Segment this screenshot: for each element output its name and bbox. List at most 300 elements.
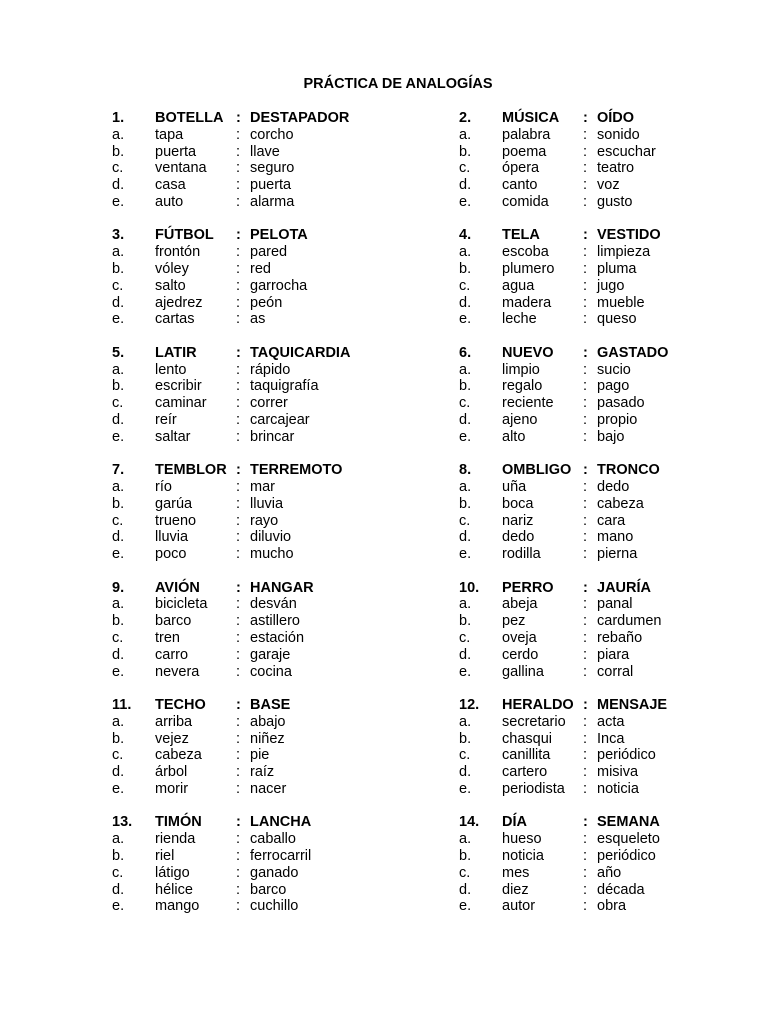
question-term-b: HANGAR [250,579,314,596]
option-term-b: seguro [250,160,295,177]
option-term-b: cuchillo [250,898,299,915]
option-term-b: as [250,311,266,328]
option-letter: d. [459,411,472,428]
option-letter: c. [459,277,471,294]
option-term-b: periódico [597,847,656,864]
option-term-a: garúa [155,495,193,512]
option-term-a: trueno [155,512,197,529]
option-term-a: saltar [155,428,191,445]
option-term-b: red [250,260,271,277]
option-term-a: auto [155,194,184,210]
colon-separator: : [583,831,588,848]
colon-separator: : [583,126,588,143]
option-letter: b. [459,260,472,277]
question-number: 13. [112,814,133,831]
question-number: 14. [459,814,480,831]
option-term-a: canillita [502,747,551,764]
question-number: 3. [112,227,125,244]
question-number: 11. [112,697,132,713]
option-letter: b. [459,495,472,512]
colon-separator: : [583,227,588,244]
option-term-b: raíz [250,764,275,781]
option-term-a: ópera [502,160,540,177]
colon-separator: : [236,847,241,864]
option-term-b: mucho [250,546,294,563]
option-letter: d. [112,881,125,898]
option-term-b: rebaño [597,629,643,646]
colon-separator: : [236,646,241,663]
option-letter: a. [112,596,125,613]
colon-separator: : [236,781,241,797]
colon-separator: : [583,596,588,613]
question-number: 9. [112,579,125,596]
option-term-a: vejez [155,730,189,747]
colon-separator: : [236,260,241,277]
question-term-b: TERREMOTO [250,462,343,479]
colon-separator: : [583,781,588,797]
option-term-b: estación [250,629,305,646]
option-term-a: palabra [502,126,551,143]
option-term-b: misiva [597,764,639,781]
option-term-a: pez [502,613,526,630]
colon-separator: : [583,747,588,764]
option-letter: e. [459,663,472,680]
option-letter: b. [112,730,125,747]
option-letter: b. [112,847,125,864]
colon-separator: : [583,881,588,898]
colon-separator: : [236,764,241,781]
option-letter: a. [459,478,472,495]
colon-separator: : [236,831,241,848]
option-term-a: río [155,478,172,495]
option-term-a: poema [502,143,547,160]
colon-separator: : [583,663,588,680]
option-term-a: comida [502,194,549,210]
colon-separator: : [583,646,588,663]
question-term-a: BOTELLA [155,110,224,126]
colon-separator: : [236,730,241,747]
option-term-a: rienda [155,831,196,848]
option-term-a: morir [155,781,189,797]
option-term-a: látigo [155,864,190,881]
question-term-b: DESTAPADOR [250,110,350,126]
option-term-b: ganado [250,864,299,881]
colon-separator: : [583,814,588,831]
option-term-a: caminar [155,395,207,412]
option-letter: b. [112,378,125,395]
colon-separator: : [236,462,241,479]
colon-separator: : [583,495,588,512]
colon-separator: : [583,847,588,864]
colon-separator: : [583,244,588,261]
option-letter: b. [459,613,472,630]
question-term-a: TELA [502,227,540,244]
option-term-a: reír [155,411,177,428]
option-term-b: década [597,881,645,898]
option-letter: c. [459,512,471,529]
option-term-a: abeja [502,596,538,613]
colon-separator: : [236,512,241,529]
option-letter: a. [459,831,472,848]
question-term-b: MENSAJE [597,697,668,713]
question-number: 8. [459,462,472,479]
option-term-b: abajo [250,713,286,730]
colon-separator: : [583,194,588,210]
colon-separator: : [236,579,241,596]
colon-separator: : [583,613,588,630]
question-term-b: LANCHA [250,814,312,831]
option-term-a: hélice [155,881,193,898]
option-term-a: cerdo [502,646,539,663]
option-term-a: periodista [502,781,565,797]
question-term-b: SEMANA [597,814,660,831]
option-letter: e. [112,898,125,915]
option-letter: b. [459,730,472,747]
option-letter: a. [459,244,472,261]
option-letter: d. [112,411,125,428]
option-term-b: alarma [250,194,295,210]
option-term-a: secretario [502,713,566,730]
option-term-a: barco [155,613,192,630]
colon-separator: : [236,428,241,445]
option-letter: a. [112,478,125,495]
option-term-b: limpieza [597,244,651,261]
option-term-b: acta [597,713,625,730]
question-term-b: VESTIDO [597,227,661,244]
option-term-b: correr [250,395,288,412]
option-letter: d. [112,294,125,311]
option-letter: a. [112,244,125,261]
option-term-a: escoba [502,244,549,261]
option-term-b: piara [597,646,630,663]
colon-separator: : [236,294,241,311]
question-term-a: DÍA [502,814,527,831]
colon-separator: : [236,344,241,361]
option-letter: e. [459,194,472,210]
colon-separator: : [236,495,241,512]
colon-separator: : [583,864,588,881]
colon-separator: : [236,143,241,160]
option-term-a: riel [155,847,175,864]
colon-separator: : [236,747,241,764]
option-term-a: tren [155,629,180,646]
colon-separator: : [583,428,588,445]
option-letter: d. [459,529,472,546]
question-term-a: OMBLIGO [502,462,572,479]
colon-separator: : [583,529,588,546]
option-letter: d. [112,529,125,546]
option-letter: c. [459,864,471,881]
option-term-a: ajeno [502,411,538,428]
question-number: 4. [459,227,472,244]
question-number: 5. [112,344,125,361]
option-term-a: nevera [155,663,200,680]
option-letter: d. [112,646,125,663]
colon-separator: : [236,277,241,294]
option-term-a: regalo [502,378,543,395]
colon-separator: : [583,378,588,395]
colon-separator: : [236,194,241,210]
option-term-a: lluvia [155,529,189,546]
colon-separator: : [583,344,588,361]
option-term-b: sonido [597,126,640,143]
option-letter: d. [112,764,125,781]
option-term-b: corcho [250,126,294,143]
colon-separator: : [583,395,588,412]
option-letter: e. [112,194,125,210]
option-term-a: vóley [155,260,189,277]
colon-separator: : [236,160,241,177]
colon-separator: : [583,478,588,495]
option-term-a: autor [502,898,536,915]
option-term-a: puerta [155,143,197,160]
option-term-b: mano [597,529,634,546]
colon-separator: : [236,177,241,194]
question-term-b: PELOTA [250,227,308,244]
option-letter: d. [112,177,125,194]
option-term-b: peón [250,294,283,311]
option-term-b: lluvia [250,495,284,512]
option-letter: b. [112,495,125,512]
option-letter: a. [112,713,125,730]
colon-separator: : [236,697,241,713]
option-letter: c. [112,277,124,294]
option-term-a: noticia [502,847,544,864]
option-term-b: voz [597,177,620,194]
option-term-b: esqueleto [597,831,660,848]
option-term-a: escribir [155,378,202,395]
colon-separator: : [583,512,588,529]
option-term-b: pie [250,747,270,764]
option-letter: b. [459,378,472,395]
option-term-a: arriba [155,713,193,730]
option-letter: e. [459,546,472,563]
option-letter: e. [459,898,472,915]
option-term-b: gusto [597,194,633,210]
option-term-b: cabeza [597,495,644,512]
option-term-a: árbol [155,764,188,781]
colon-separator: : [583,260,588,277]
colon-separator: : [583,361,588,378]
option-term-a: canto [502,177,538,194]
colon-separator: : [583,294,588,311]
option-letter: e. [112,428,125,445]
option-term-a: frontón [155,244,201,261]
option-term-a: mes [502,864,530,881]
option-letter: d. [459,294,472,311]
colon-separator: : [236,244,241,261]
colon-separator: : [236,361,241,378]
option-term-b: ferrocarril [250,847,312,864]
question-term-b: TAQUICARDIA [250,344,351,361]
option-letter: a. [112,831,125,848]
colon-separator: : [236,227,241,244]
option-term-b: astillero [250,613,300,630]
option-term-a: alto [502,428,526,445]
colon-separator: : [583,143,588,160]
option-term-b: corral [597,663,634,680]
option-term-a: reciente [502,395,554,412]
option-term-a: limpio [502,361,540,378]
option-term-b: mueble [597,294,645,311]
colon-separator: : [583,311,588,328]
question-term-b: TRONCO [597,462,660,479]
option-letter: e. [112,781,125,797]
question-term-a: TEMBLOR [155,462,227,479]
option-term-a: oveja [502,629,537,646]
option-term-b: Inca [597,730,625,747]
question-term-a: NUEVO [502,344,554,361]
option-term-b: taquigrafía [250,378,319,395]
option-term-a: ajedrez [155,294,203,311]
colon-separator: : [236,395,241,412]
option-term-b: jugo [597,277,625,294]
colon-separator: : [583,629,588,646]
colon-separator: : [236,881,241,898]
question-term-a: PERRO [502,579,554,596]
option-term-a: madera [502,294,552,311]
colon-separator: : [236,596,241,613]
question-term-a: TIMÓN [155,814,202,831]
option-term-b: caballo [250,831,296,848]
colon-separator: : [236,546,241,563]
colon-separator: : [236,898,241,915]
colon-separator: : [236,126,241,143]
option-term-a: diez [502,881,529,898]
colon-separator: : [583,177,588,194]
option-term-b: mar [250,478,275,495]
question-term-a: TECHO [155,697,206,713]
option-term-b: rayo [250,512,279,529]
option-letter: c. [112,395,124,412]
option-term-a: plumero [502,260,555,277]
colon-separator: : [583,898,588,915]
colon-separator: : [236,411,241,428]
option-term-a: chasqui [502,730,552,747]
option-term-b: puerta [250,177,292,194]
option-term-b: pasado [597,395,645,412]
question-term-b: JAURÍA [597,579,651,596]
option-term-b: barco [250,881,287,898]
question-term-a: LATIR [155,344,197,361]
option-letter: e. [459,311,472,328]
option-letter: a. [112,126,125,143]
colon-separator: : [236,378,241,395]
option-letter: e. [112,546,125,563]
option-term-a: leche [502,311,537,328]
option-term-a: agua [502,277,535,294]
option-letter: b. [112,260,125,277]
option-term-b: llave [250,143,280,160]
colon-separator: : [236,713,241,730]
colon-separator: : [236,311,241,328]
question-term-a: AVIÓN [155,579,200,596]
option-term-a: bicicleta [155,596,208,613]
option-term-b: pierna [597,546,638,563]
question-term-b: GASTADO [597,344,669,361]
option-term-b: escuchar [597,143,656,160]
option-term-b: cardumen [597,613,662,630]
colon-separator: : [583,730,588,747]
option-letter: a. [459,596,472,613]
colon-separator: : [583,462,588,479]
question-number: 7. [112,462,125,479]
option-term-a: uña [502,478,527,495]
option-term-b: teatro [597,160,635,177]
option-term-a: ventana [155,160,207,177]
colon-separator: : [583,713,588,730]
option-term-b: bajo [597,428,625,445]
option-term-b: cocina [250,663,292,680]
option-letter: c. [459,747,471,764]
option-term-b: periódico [597,747,656,764]
option-term-b: brincar [250,428,295,445]
question-number: 2. [459,110,472,126]
colon-separator: : [583,160,588,177]
option-term-b: pago [597,378,630,395]
question-term-a: HERALDO [502,697,574,713]
option-term-a: poco [155,546,187,563]
option-letter: c. [112,160,124,177]
option-term-a: salto [155,277,186,294]
option-letter: a. [459,361,472,378]
colon-separator: : [583,697,588,713]
option-term-b: rápido [250,361,291,378]
option-term-a: hueso [502,831,542,848]
option-term-b: obra [597,898,627,915]
option-letter: e. [112,663,125,680]
option-term-b: cara [597,512,626,529]
option-term-b: nacer [250,781,287,797]
option-term-a: boca [502,495,534,512]
option-term-a: lento [155,361,187,378]
colon-separator: : [236,663,241,680]
option-letter: b. [112,613,125,630]
page-title: PRÁCTICA DE ANALOGÍAS [303,76,493,92]
option-letter: a. [459,713,472,730]
colon-separator: : [236,478,241,495]
option-term-a: rodilla [502,546,541,563]
option-term-b: sucio [597,361,631,378]
option-letter: d. [459,646,472,663]
option-term-b: carcajear [250,411,310,428]
option-letter: e. [459,781,472,797]
option-term-b: dedo [597,478,630,495]
option-term-a: cabeza [155,747,202,764]
option-term-a: nariz [502,512,534,529]
colon-separator: : [583,546,588,563]
option-letter: c. [459,160,471,177]
question-number: 1. [112,110,125,126]
option-term-a: mango [155,898,200,915]
colon-separator: : [236,110,241,126]
option-letter: c. [112,864,124,881]
colon-separator: : [583,411,588,428]
option-letter: c. [459,629,471,646]
colon-separator: : [583,110,588,126]
option-term-b: diluvio [250,529,292,546]
option-letter: c. [459,395,471,412]
colon-separator: : [583,579,588,596]
option-letter: e. [112,311,125,328]
option-letter: a. [112,361,125,378]
option-letter: b. [112,143,125,160]
option-term-b: panal [597,596,633,613]
option-term-a: dedo [502,529,535,546]
colon-separator: : [236,629,241,646]
option-term-b: propio [597,411,638,428]
option-letter: b. [459,847,472,864]
